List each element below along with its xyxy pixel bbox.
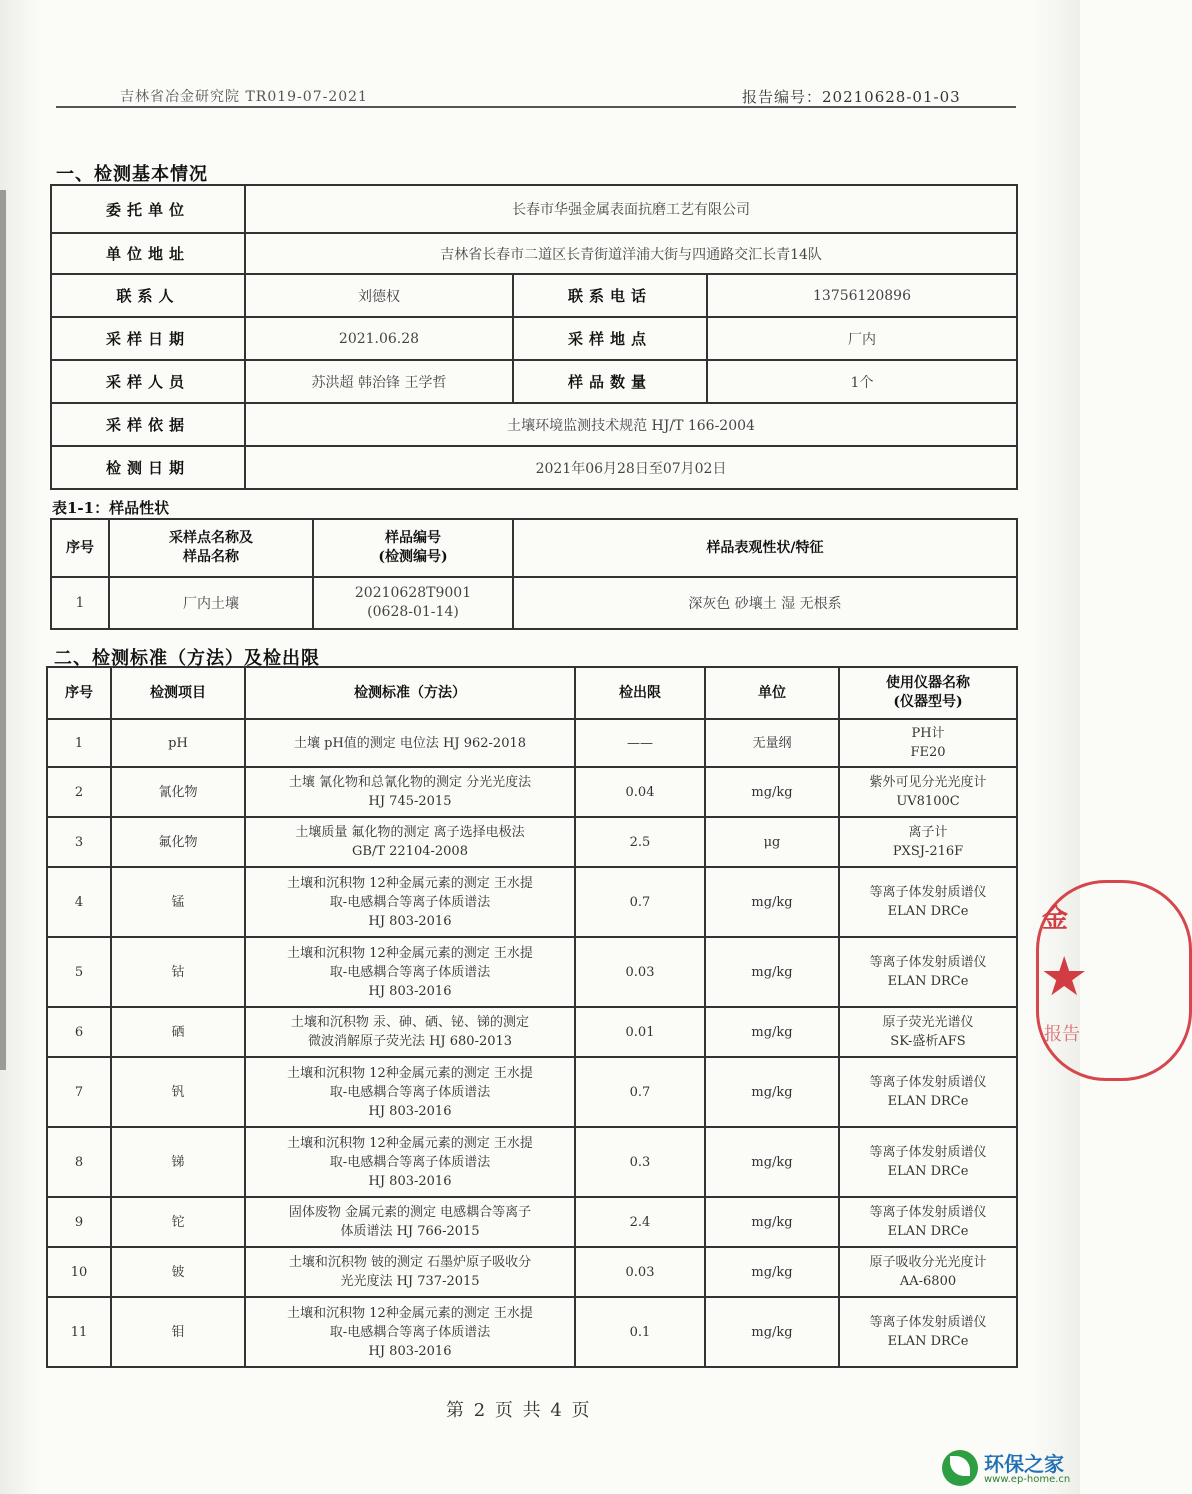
col-instrument-line1: 使用仪器名称 — [886, 675, 970, 691]
row-instrument-line: 等离子体发射质谱仪 — [869, 1075, 987, 1090]
row-unit: mg/kg — [705, 867, 839, 937]
row-instrument — [839, 1247, 1017, 1297]
col-no: 序号 — [51, 519, 109, 577]
row-standard-line: 土壤和沉积物 铍的测定 石墨炉原子吸收分 — [288, 1255, 532, 1270]
row-no: 7 — [47, 1057, 111, 1127]
contact-value: 刘德权 — [245, 274, 513, 317]
row-instrument — [839, 817, 1017, 867]
table-row — [51, 185, 1017, 233]
table-row — [47, 1247, 1017, 1297]
row-item: pH — [111, 719, 245, 767]
watermark-logo — [940, 1444, 1080, 1494]
row-item: 氟化物 — [111, 817, 245, 867]
seal-star-icon: ★ — [1040, 945, 1089, 1008]
row-item: 锑 — [111, 1127, 245, 1197]
row-instrument-line: FE20 — [910, 745, 946, 760]
sample-desc: 深灰色 砂壤土 湿 无根系 — [513, 577, 1017, 629]
row-instrument-line: ELAN DRCe — [887, 1094, 969, 1109]
row-instrument — [839, 767, 1017, 817]
row-item: 钴 — [111, 937, 245, 1007]
row-instrument-line: 原子荧光光谱仪 — [882, 1015, 974, 1030]
row-standard-line: 土壤和沉积物 12种金属元素的测定 王水提 — [287, 1065, 533, 1081]
row-no: 5 — [47, 937, 111, 1007]
phone-value: 13756120896 — [707, 274, 1017, 317]
row-standard — [245, 1057, 575, 1127]
table-header-row — [47, 667, 1017, 719]
table-row — [51, 577, 1017, 629]
table-row — [51, 403, 1017, 446]
row-unit: mg/kg — [705, 937, 839, 1007]
row-standard — [245, 1197, 575, 1247]
row-standard-line: 土壤 pH值的测定 电位法 HJ 962-2018 — [293, 735, 527, 751]
watermark-name: 环保之家 — [984, 1452, 1064, 1476]
row-limit: —— — [575, 719, 705, 767]
row-limit: 0.03 — [575, 937, 705, 1007]
row-instrument — [839, 1197, 1017, 1247]
quantity-label: 样品数量 — [513, 360, 707, 403]
contact-label: 联系人 — [51, 274, 245, 317]
row-standard-line: 固体废物 金属元素的测定 电感耦合等离子 — [288, 1205, 532, 1220]
row-standard-line: 光光度法 HJ 737-2015 — [340, 1274, 480, 1289]
row-instrument-line: PXSJ-216F — [892, 844, 964, 859]
client-label: 委托单位 — [51, 185, 245, 233]
row-unit: mg/kg — [705, 767, 839, 817]
watermark-url: www.ep-home.cn — [984, 1474, 1071, 1485]
table-row — [51, 274, 1017, 317]
row-instrument — [839, 937, 1017, 1007]
sample-code — [313, 577, 513, 629]
table-header-row — [51, 519, 1017, 577]
method-table — [46, 666, 1018, 1368]
row-no: 10 — [47, 1247, 111, 1297]
row-standard — [245, 867, 575, 937]
row-unit: mg/kg — [705, 1297, 839, 1367]
table-row — [51, 233, 1017, 274]
test-date-value: 2021年06月28日至07月02日 — [245, 446, 1017, 489]
row-standard-line: 微波消解原子荧光法 HJ 680-2013 — [307, 1034, 513, 1049]
row-instrument-line: ELAN DRCe — [887, 1164, 969, 1179]
row-standard-line: 取-电感耦合等离子体质谱法 — [329, 1084, 491, 1100]
row-limit: 0.3 — [575, 1127, 705, 1197]
row-instrument-line: 原子吸收分光光度计 — [869, 1255, 987, 1270]
row-standard-line: HJ 803-2016 — [368, 1173, 452, 1189]
row-standard — [245, 719, 575, 767]
site-value: 厂内 — [707, 317, 1017, 360]
row-standard — [245, 1127, 575, 1197]
row-instrument-line: UV8100C — [896, 794, 960, 809]
row-unit: μg — [705, 817, 839, 867]
section1-title: 一、检测基本情况 — [56, 164, 208, 185]
row-standard-line: 取-电感耦合等离子体质谱法 — [329, 964, 491, 980]
test-date-label: 检测日期 — [51, 446, 245, 489]
col-sample-code-line2: (检测编号) — [378, 549, 448, 565]
row-instrument-line: PH计 — [911, 726, 945, 741]
row-unit: mg/kg — [705, 1127, 839, 1197]
row-no: 11 — [47, 1297, 111, 1367]
address-value: 吉林省长春市二道区长青街道洋浦大街与四通路交汇长青14队 — [245, 233, 1017, 274]
row-item: 氰化物 — [111, 767, 245, 817]
row-standard — [245, 937, 575, 1007]
row-unit: mg/kg — [705, 1247, 839, 1297]
col-limit: 检出限 — [575, 667, 705, 719]
row-instrument-line: ELAN DRCe — [887, 974, 969, 989]
table-row — [47, 867, 1017, 937]
basic-info-table — [50, 184, 1018, 490]
row-standard-line: 土壤和沉积物 12种金属元素的测定 王水提 — [287, 1135, 533, 1151]
row-standard-line: 取-电感耦合等离子体质谱法 — [329, 1324, 491, 1340]
row-no: 6 — [47, 1007, 111, 1057]
site-label: 采样地点 — [513, 317, 707, 360]
row-standard-line: HJ 803-2016 — [368, 1103, 452, 1119]
sample-code-line1: 20210628T9001 — [354, 585, 472, 601]
row-limit: 0.04 — [575, 767, 705, 817]
row-instrument-line: ELAN DRCe — [887, 1334, 969, 1349]
row-standard — [245, 817, 575, 867]
row-standard — [245, 1247, 575, 1297]
basis-value: 土壤环境监测技术规范 HJ/T 166-2004 — [245, 403, 1017, 446]
row-no: 4 — [47, 867, 111, 937]
row-standard — [245, 1297, 575, 1367]
col-sample-name-line2: 样品名称 — [183, 549, 239, 565]
table-row — [47, 1007, 1017, 1057]
row-item: 钼 — [111, 1297, 245, 1367]
row-standard-line: HJ 745-2015 — [368, 794, 452, 809]
row-instrument-line: AA-6800 — [899, 1274, 957, 1289]
row-limit: 0.03 — [575, 1247, 705, 1297]
col-no: 序号 — [47, 667, 111, 719]
row-instrument — [839, 1127, 1017, 1197]
row-standard-line: 取-电感耦合等离子体质谱法 — [329, 1154, 491, 1170]
row-no: 8 — [47, 1127, 111, 1197]
basis-label: 采样依据 — [51, 403, 245, 446]
row-standard-line: 体质谱法 HJ 766-2015 — [340, 1224, 480, 1239]
row-instrument-line: 等离子体发射质谱仪 — [869, 1205, 987, 1220]
row-standard — [245, 1007, 575, 1057]
row-limit: 0.7 — [575, 867, 705, 937]
row-limit: 2.5 — [575, 817, 705, 867]
row-instrument-line: ELAN DRCe — [887, 904, 969, 919]
row-instrument-line: 离子计 — [908, 825, 948, 840]
row-standard-line: HJ 803-2016 — [368, 1343, 452, 1359]
row-no: 2 — [47, 767, 111, 817]
table-row — [51, 360, 1017, 403]
sample-name: 厂内土壤 — [109, 577, 313, 629]
col-instrument-line2: (仪器型号) — [893, 694, 963, 710]
header-report-number: 报告编号：20210628-01-03 — [742, 88, 961, 106]
table-row — [47, 817, 1017, 867]
col-sample-name-line1: 采样点名称及 — [169, 530, 253, 546]
row-standard-line: HJ 803-2016 — [368, 913, 452, 929]
col-standard: 检测标准（方法） — [245, 667, 575, 719]
col-item: 检测项目 — [111, 667, 245, 719]
row-instrument — [839, 1057, 1017, 1127]
row-instrument-line: SK-盛析AFS — [890, 1034, 966, 1049]
phone-label: 联系电话 — [513, 274, 707, 317]
sample-date-value: 2021.06.28 — [245, 317, 513, 360]
row-instrument-line: 等离子体发射质谱仪 — [869, 885, 987, 900]
sample-date-label: 采样日期 — [51, 317, 245, 360]
row-item: 锰 — [111, 867, 245, 937]
table-row — [47, 1057, 1017, 1127]
row-item: 钒 — [111, 1057, 245, 1127]
table-row — [47, 767, 1017, 817]
samplers-label: 采样人员 — [51, 360, 245, 403]
row-limit: 0.1 — [575, 1297, 705, 1367]
col-instrument — [839, 667, 1017, 719]
row-item: 硒 — [111, 1007, 245, 1057]
row-instrument-line: 等离子体发射质谱仪 — [869, 955, 987, 970]
header-rule — [56, 106, 1016, 108]
table-row — [47, 1127, 1017, 1197]
table-row — [47, 719, 1017, 767]
table-row — [51, 317, 1017, 360]
row-standard-line: 土壤 氰化物和总氰化物的测定 分光光度法 — [288, 775, 532, 790]
sample-no: 1 — [51, 577, 109, 629]
row-instrument-line: 紫外可见分光光度计 — [869, 775, 987, 790]
table-row — [51, 446, 1017, 489]
row-standard-line: 取-电感耦合等离子体质谱法 — [329, 894, 491, 910]
page-footer: 第 2 页 共 4 页 — [446, 1400, 592, 1421]
table11-caption: 表1-1：样品性状 — [52, 499, 170, 517]
row-instrument — [839, 1007, 1017, 1057]
row-instrument-line: ELAN DRCe — [887, 1224, 969, 1239]
sample-property-table — [50, 518, 1018, 630]
col-sample-name — [109, 519, 313, 577]
row-standard-line: HJ 803-2016 — [368, 983, 452, 999]
row-unit: 无量纲 — [705, 719, 839, 767]
row-instrument — [839, 867, 1017, 937]
table-row — [47, 937, 1017, 1007]
seal-text-bottom: 报告 — [1044, 1024, 1080, 1045]
row-instrument-line: 等离子体发射质谱仪 — [869, 1315, 987, 1330]
row-no: 9 — [47, 1197, 111, 1247]
row-no: 1 — [47, 719, 111, 767]
row-standard-line: 土壤和沉积物 汞、砷、硒、铋、锑的测定 — [290, 1015, 530, 1030]
row-instrument-line: 等离子体发射质谱仪 — [869, 1145, 987, 1160]
quantity-value: 1个 — [707, 360, 1017, 403]
address-label: 单位地址 — [51, 233, 245, 274]
row-instrument — [839, 719, 1017, 767]
table-row — [47, 1197, 1017, 1247]
row-no: 3 — [47, 817, 111, 867]
header-institute: 吉林省冶金研究院 TR019-07-2021 — [120, 89, 368, 105]
row-item: 铊 — [111, 1197, 245, 1247]
samplers-value: 苏洪超 韩治锋 王学哲 — [245, 360, 513, 403]
row-unit: mg/kg — [705, 1057, 839, 1127]
row-limit: 2.4 — [575, 1197, 705, 1247]
table-row — [47, 1297, 1017, 1367]
col-sample-desc: 样品表观性状/特征 — [513, 519, 1017, 577]
row-standard-line: 土壤质量 氟化物的测定 离子选择电极法 — [295, 825, 525, 840]
row-standard-line: 土壤和沉积物 12种金属元素的测定 王水提 — [287, 1305, 533, 1321]
row-unit: mg/kg — [705, 1007, 839, 1057]
row-standard — [245, 767, 575, 817]
col-sample-code-line1: 样品编号 — [385, 530, 441, 546]
row-instrument — [839, 1297, 1017, 1367]
row-limit: 0.01 — [575, 1007, 705, 1057]
row-standard-line: 土壤和沉积物 12种金属元素的测定 王水提 — [287, 875, 533, 891]
row-limit: 0.7 — [575, 1057, 705, 1127]
row-unit: mg/kg — [705, 1197, 839, 1247]
col-unit: 单位 — [705, 667, 839, 719]
section2-title: 二、检测标准（方法）及检出限 — [54, 648, 320, 669]
client-value: 长春市华强金属表面抗磨工艺有限公司 — [245, 185, 1017, 233]
col-sample-code — [313, 519, 513, 577]
binder-edge — [0, 190, 6, 1070]
sample-code-line2: (0628-01-14) — [367, 604, 459, 620]
row-standard-line: 土壤和沉积物 12种金属元素的测定 王水提 — [287, 945, 533, 961]
row-item: 铍 — [111, 1247, 245, 1297]
seal-text: 金 — [1042, 904, 1069, 934]
row-standard-line: GB/T 22104-2008 — [352, 844, 468, 859]
